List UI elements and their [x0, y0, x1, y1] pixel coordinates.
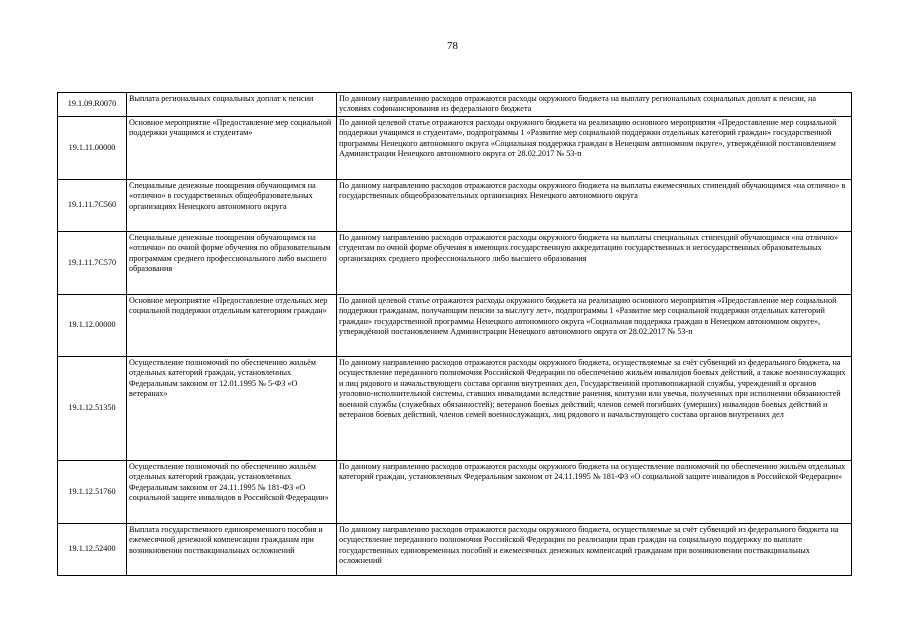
target-code: 19.1.11.00000: [58, 117, 127, 180]
target-name: Выплата государственного единовременного пособия и ежемесячной денежной компенсации гражданам при возникновении поствакцинальных осложнений: [127, 524, 337, 576]
page-number: 78: [447, 40, 458, 52]
target-code: 19.1.11.7С570: [58, 232, 127, 295]
target-code: 19.1.11.7С560: [58, 180, 127, 232]
target-name: Выплата региональных социальных доплат к пенсии: [127, 93, 337, 117]
target-name: Основное мероприятие «Предоставление отдельных мер социальной поддержки отдельным категориям граждан»: [127, 295, 337, 357]
target-description: По данному направлению расходов отражаются расходы окружного бюджета на выплаты специальных стипендий обучающимся «на отлично» студентам по очной форме обучения в имеющих государственную аккредитацию государственных и негосударственных образовательных организациях среднего профессионального либо высшего образования: [337, 232, 852, 295]
table-row: [58, 117, 852, 180]
target-code: 19.1.12.51350: [58, 357, 127, 461]
target-description: По данному направлению расходов отражаются расходы окружного бюджета на выплату региональных социальных доплат к пенсии, на условиях софинансирования из федерального бюджета: [337, 93, 852, 117]
table-row: [58, 357, 852, 461]
target-description: По данному направлению расходов отражаются расходы окружного бюджета на выплаты ежемесячных стипендий обучающимся «на отлично» в государственных общеобразовательных организациях Ненецкого автономного округа: [337, 180, 852, 232]
target-name: Специальные денежные поощрения обучающимся на «отлично» по очной форме обучения по образовательным программам среднего профессионального либо высшего образования: [127, 232, 337, 295]
target-description: По данному направлению расходов отражаются расходы окружного бюджета на осуществление полномочий по обеспечению жильём отдельных категорий граждан, установленных Федеральным законом от 24.11.1995 № 181-ФЗ «О социальной защите инвалидов в Российской Федерации»: [337, 461, 852, 524]
target-code: 19.1.12.00000: [58, 295, 127, 357]
target-name: Осуществление полномочий по обеспечению жильём отдельных категорий граждан, установленных Федеральным законом от 24.11.1995 № 181-ФЗ «О социальной защите инвалидов в Российской Федерации»: [127, 461, 337, 524]
target-description: По данной целевой статье отражаются расходы окружного бюджета на реализацию основного мероприятия «Предоставление мер социальной поддержки гражданам, получающим пенсии за выслугу лет», подпрограммы 1 «Развитие мер социальной поддержки отдельных категорий граждан» государственной программы Ненецкого автономного округа «Социальная поддержка граждан в Ненецком автономном округе», утверждённой постановлением Администрации Ненецкого автономного округа от 28.02.2017 № 53-п: [337, 295, 852, 357]
target-description: По данному направлению расходов отражаются расходы окружного бюджета, осуществляемые за счёт субвенций из федерального бюджета, на осуществление переданного полномочия Российской Федерации по обеспечению жильём инвалидов боевых действий, а также военнослужащих и лиц рядового и начальствующего состава органов внутренних дел, Государственной противопожарной службы, учреждений и органов уголовно-исполнительной системы, ставших инвалидами вследствие ранения, контузии или увечья, полученных при исполнении обязанностей военной службы (служебных обязанностей); ветеранов боевых действий; членов семей погибших (умерших) инвалидов боевых действий и ветеранов боевых действий, членов семей военнослужащих, лиц рядового и начальствующего состава органов внутренних дел: [337, 357, 852, 461]
target-name: Специальные денежные поощрения обучающимся на «отлично» в государственных общеобразовательных организациях Ненецкого автономного округа: [127, 180, 337, 232]
target-description: По данному направлению расходов отражаются расходы окружного бюджета, осуществляемые за счёт субвенций из федерального бюджета на осуществление переданного полномочия Российской Федерации по реализации прав граждан на социальную поддержку по выплате государственных единовременных пособий и ежемесячных денежных компенсаций гражданам при возникновении поствакцинальных осложнений: [337, 524, 852, 576]
target-description: По данной целевой статье отражаются расходы окружного бюджета на реализацию основного мероприятия «Предоставление мер социальной поддержки учащимся и студентам», подпрограммы 1 «Развитие мер социальной поддержки отдельных категорий граждан» государственной программы Ненецкого автономного округа «Социальная поддержка граждан в Ненецком автономном округе», утверждённой постановлением Администрации Ненецкого автономного округа от 28.02.2017 № 53-п: [337, 117, 852, 180]
target-code: 19.1.12.52400: [58, 524, 127, 576]
table-row: [58, 524, 852, 576]
target-name: Основное мероприятие «Предоставление мер социальной поддержки учащимся и студентам»: [127, 117, 337, 180]
table-row: [58, 93, 852, 117]
target-code: 19.1.12.51760: [58, 461, 127, 524]
table-row: [58, 461, 852, 524]
target-code: 19.1.09.R0070: [58, 93, 127, 117]
target-name: Осуществление полномочий по обеспечению жильём отдельных категорий граждан, установленных Федеральным законом от 12.01.1995 № 5-ФЗ «О ветеранах»: [127, 357, 337, 461]
table-row: [58, 232, 852, 295]
table-row: [58, 180, 852, 232]
table-row: [58, 295, 852, 357]
budget-classification-table: [57, 92, 852, 576]
